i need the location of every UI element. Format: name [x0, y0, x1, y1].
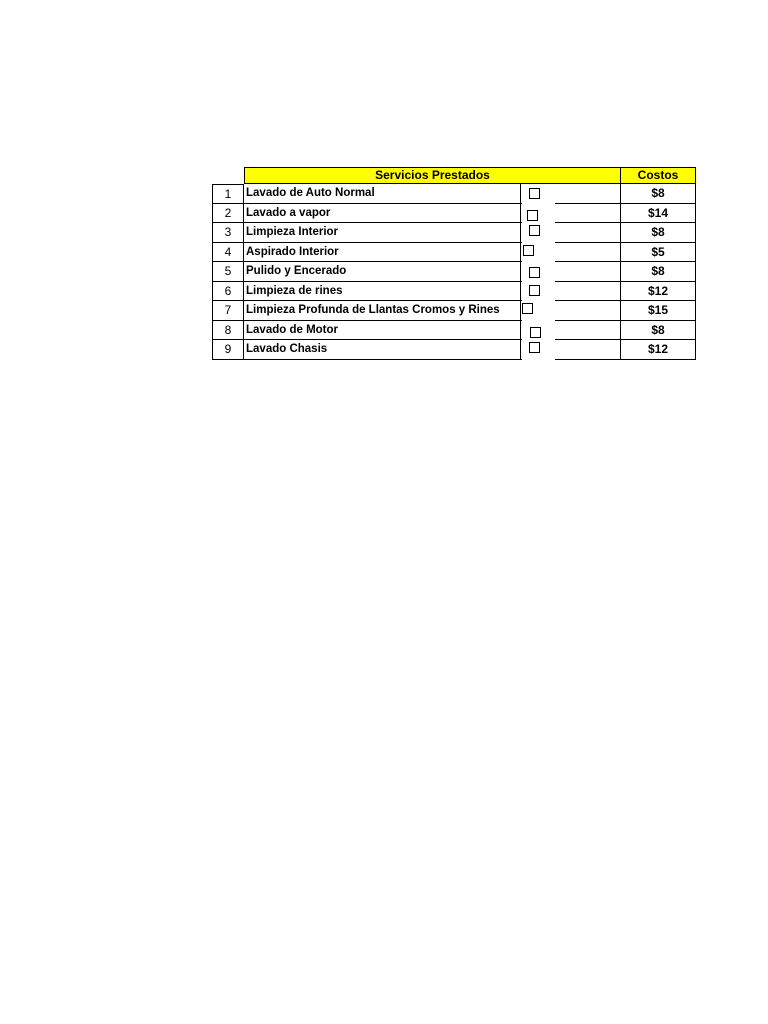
checkbox-cell — [522, 204, 555, 224]
service-cost: $8 — [620, 321, 696, 341]
table-row — [212, 184, 696, 204]
service-checkbox[interactable] — [530, 327, 541, 338]
table-row — [212, 262, 696, 282]
service-checkbox[interactable] — [529, 285, 540, 296]
service-name: Lavado de Motor — [244, 321, 522, 341]
cell-underline — [555, 282, 621, 302]
service-cost: $14 — [620, 204, 696, 224]
service-checkbox[interactable] — [529, 188, 540, 199]
service-cost: $8 — [620, 184, 696, 204]
table-row — [212, 243, 696, 263]
checkbox-cell — [522, 340, 555, 360]
service-checkbox[interactable] — [529, 225, 540, 236]
row-number: 8 — [212, 321, 244, 341]
cell-underline — [555, 262, 621, 282]
checkbox-cell — [522, 301, 555, 321]
service-name: Lavado Chasis — [244, 340, 522, 360]
checkbox-cell — [522, 262, 555, 282]
cell-underline — [555, 340, 621, 360]
service-name: Aspirado Interior — [244, 243, 522, 263]
table-rows — [212, 184, 696, 360]
service-name: Limpieza Profunda de Llantas Cromos y Rines — [244, 301, 522, 321]
cell-divider — [520, 204, 521, 224]
service-checkbox[interactable] — [523, 245, 534, 256]
cell-divider — [520, 262, 521, 282]
header-costs: Costos — [620, 167, 696, 184]
table-row — [212, 340, 696, 360]
service-checkbox[interactable] — [522, 303, 533, 314]
row-number: 5 — [212, 262, 244, 282]
row-number: 6 — [212, 282, 244, 302]
service-checkbox[interactable] — [529, 267, 540, 278]
header-services: Servicios Prestados — [244, 167, 621, 184]
cell-underline — [555, 321, 621, 341]
cell-underline — [555, 223, 621, 243]
table-row — [212, 301, 696, 321]
service-cost: $8 — [620, 262, 696, 282]
row-number: 9 — [212, 340, 244, 360]
row-number: 7 — [212, 301, 244, 321]
service-cost: $12 — [620, 340, 696, 360]
checkbox-cell — [522, 282, 555, 302]
cell-underline — [555, 243, 621, 263]
service-name: Limpieza Interior — [244, 223, 522, 243]
cell-underline — [555, 204, 621, 224]
service-checkbox[interactable] — [529, 342, 540, 353]
row-number: 4 — [212, 243, 244, 263]
cell-underline — [555, 184, 621, 204]
table-row — [212, 282, 696, 302]
cell-divider — [520, 321, 521, 341]
row-number: 2 — [212, 204, 244, 224]
service-name: Pulido y Encerado — [244, 262, 522, 282]
service-cost: $5 — [620, 243, 696, 263]
checkbox-cell — [522, 243, 555, 263]
cell-divider — [520, 340, 521, 360]
cell-divider — [520, 223, 521, 243]
checkbox-cell — [522, 321, 555, 341]
cell-divider — [520, 184, 521, 204]
service-name: Lavado de Auto Normal — [244, 184, 522, 204]
table-row — [212, 223, 696, 243]
service-checkbox[interactable] — [527, 210, 538, 221]
checkbox-cell — [522, 184, 555, 204]
service-cost: $8 — [620, 223, 696, 243]
cell-divider — [520, 301, 521, 321]
services-table — [212, 167, 696, 361]
service-name: Lavado a vapor — [244, 204, 522, 224]
service-cost: $12 — [620, 282, 696, 302]
service-name: Limpieza de rines — [244, 282, 522, 302]
row-number: 3 — [212, 223, 244, 243]
cell-divider — [520, 243, 521, 263]
service-cost: $15 — [620, 301, 696, 321]
cell-divider — [520, 282, 521, 302]
row-number: 1 — [212, 184, 244, 204]
table-row — [212, 321, 696, 341]
cell-underline — [555, 301, 621, 321]
table-row — [212, 204, 696, 224]
checkbox-cell — [522, 223, 555, 243]
